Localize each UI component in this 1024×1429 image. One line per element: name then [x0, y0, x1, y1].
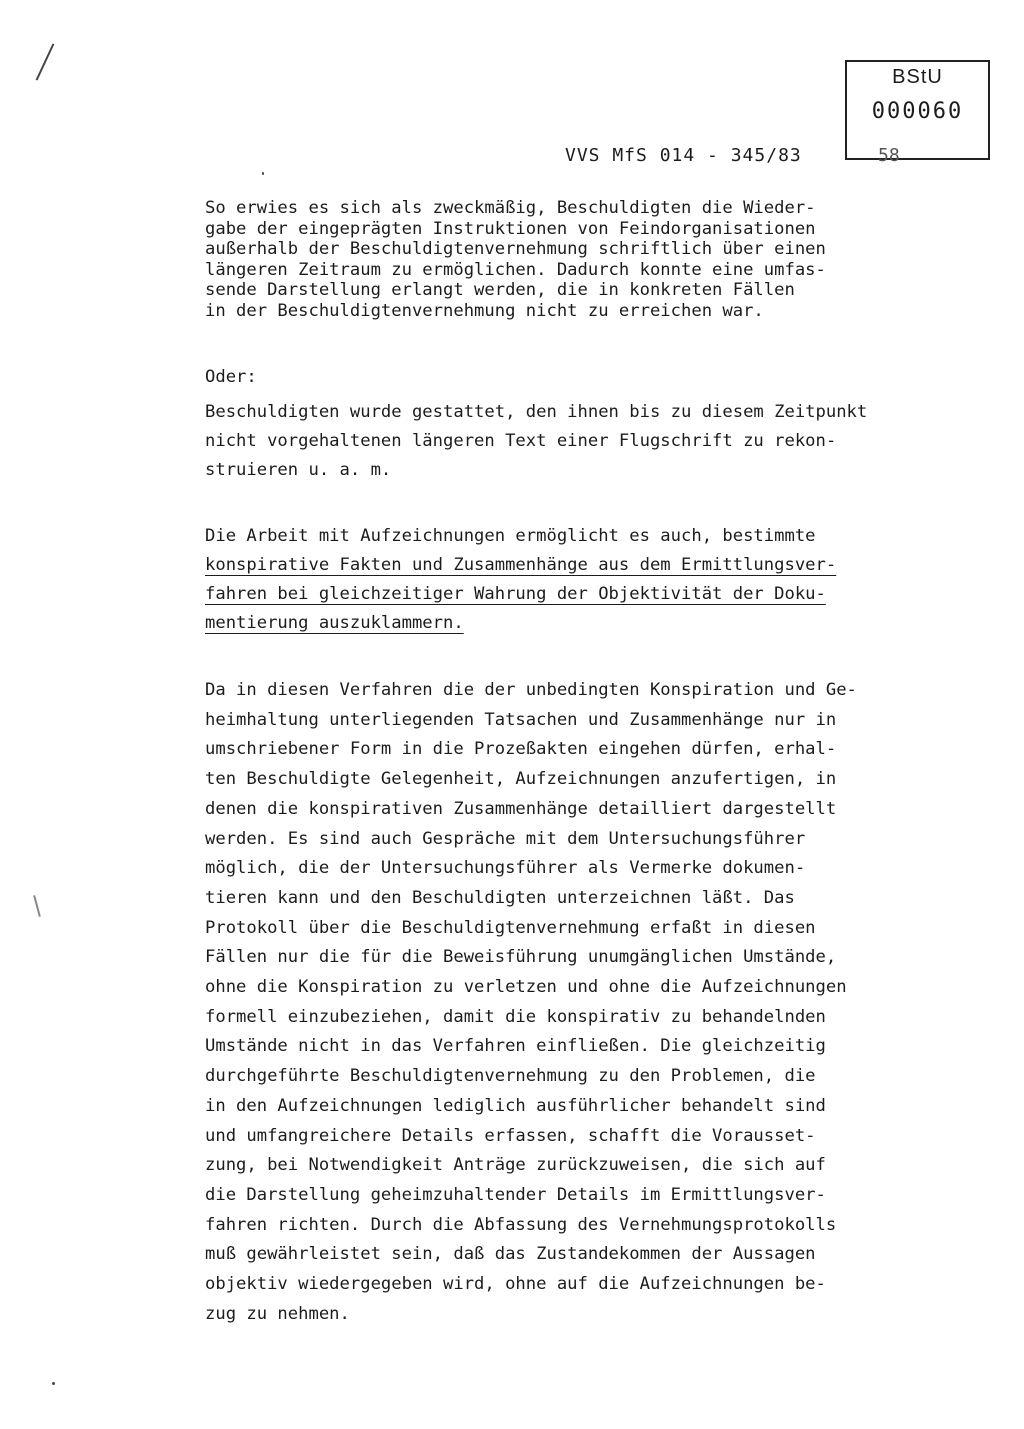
- stamp-organization: BStU: [892, 66, 943, 88]
- text-line: ten Beschuldigte Gelegenheit, Aufzeichnungen anzufertigen, in: [205, 769, 837, 790]
- text-line: und umfangreichere Details erfassen, schafft die Vorausset-: [205, 1125, 816, 1146]
- page-number: 58: [878, 145, 900, 166]
- oder-label-block: [205, 366, 965, 388]
- text-line: struieren u. a. m.: [205, 460, 392, 480]
- paragraph-3: [205, 522, 965, 638]
- text-line: durchgeführte Beschuldigtenvernehmung zu den Problemen, die: [205, 1066, 816, 1087]
- text-line: Beschuldigten wurde gestattet, den ihnen bis zu diesem Zeitpunkt: [205, 402, 868, 422]
- text-line: zug zu nehmen.: [205, 1303, 350, 1324]
- scan-dot: [262, 172, 264, 175]
- text-line: formell einzubeziehen, damit die konspirativ zu behandelnden: [205, 1006, 826, 1027]
- underlined-line: konspirative Fakten und Zusammenhänge aus dem Ermittlungsver-: [205, 555, 837, 575]
- text-line: werden. Es sind auch Gespräche mit dem Untersuchungsführer: [205, 828, 806, 849]
- underlined-line: fahren bei gleichzeitiger Wahrung der Objektivität der Doku-: [205, 584, 826, 604]
- underlined-line: mentierung auszuklammern.: [205, 613, 464, 633]
- oder-label: Oder:: [205, 367, 257, 387]
- text-line: sende Darstellung erlangt werden, die in konkreten Fällen: [205, 280, 795, 300]
- text-line: heimhaltung unterliegenden Tatsachen und Zusammenhänge nur in: [205, 709, 837, 730]
- text-line: Fällen nur die für die Beweisführung unumgänglichen Umstände,: [205, 947, 837, 968]
- paragraph-1: [205, 198, 965, 321]
- text-line: gabe der eingeprägten Instruktionen von Feindorganisationen: [205, 218, 816, 239]
- text-line: Umstände nicht in das Verfahren einfließen. Die gleichzeitig: [205, 1036, 826, 1057]
- paragraph-4: [205, 676, 965, 1329]
- text-line: objektiv wiedergegeben wird, ohne auf die Aufzeichnungen be-: [205, 1274, 826, 1295]
- text-line: muß gewährleistet sein, daß das Zustandekommen der Aussagen: [205, 1244, 816, 1265]
- scan-dot: [52, 1382, 55, 1385]
- text-line: umschriebener Form in die Prozeßakten eingehen dürfen, erhal-: [205, 739, 837, 760]
- stamp-number: 000060: [871, 99, 964, 124]
- text-line: außerhalb der Beschuldigtenvernehmung schriftlich über einen: [205, 239, 826, 259]
- archive-stamp: [845, 60, 990, 160]
- document-reference: VVS MfS 014 - 345/83: [565, 145, 802, 166]
- text-line: Da in diesen Verfahren die der unbedingten Konspiration und Ge-: [205, 680, 857, 700]
- text-line: So erwies es sich als zweckmäßig, Beschuldigten die Wieder-: [205, 198, 816, 218]
- scan-margin-mark: [36, 43, 55, 80]
- text-line: tieren kann und den Beschuldigten unterzeichnen läßt. Das: [205, 887, 795, 908]
- scan-margin-mark: [33, 895, 41, 917]
- text-line: in den Aufzeichnungen lediglich ausführlicher behandelt sind: [205, 1095, 826, 1116]
- text-line: möglich, die der Untersuchungsführer als Vermerke dokumen-: [205, 858, 806, 879]
- text-line: denen die konspirativen Zusammenhänge detailliert dargestellt: [205, 798, 837, 819]
- paragraph-2: [205, 398, 965, 485]
- text-line: in der Beschuldigtenvernehmung nicht zu erreichen war.: [205, 300, 764, 321]
- text-line: ohne die Konspiration zu verletzen und ohne die Aufzeichnungen: [205, 977, 847, 998]
- text-line: längeren Zeitraum zu ermöglichen. Dadurch konnte eine umfas-: [205, 259, 826, 280]
- text-line: nicht vorgehaltenen längeren Text einer Flugschrift zu rekon-: [205, 431, 837, 451]
- text-line: die Darstellung geheimzuhaltender Details im Ermittlungsver-: [205, 1184, 826, 1205]
- text-line: Protokoll über die Beschuldigtenvernehmung erfaßt in diesen: [205, 917, 816, 938]
- text-line: zung, bei Notwendigkeit Anträge zurückzuweisen, die sich auf: [205, 1155, 826, 1176]
- text-line: fahren richten. Durch die Abfassung des Vernehmungsprotokolls: [205, 1214, 837, 1235]
- text-line: Die Arbeit mit Aufzeichnungen ermöglicht es auch, bestimmte: [205, 526, 816, 546]
